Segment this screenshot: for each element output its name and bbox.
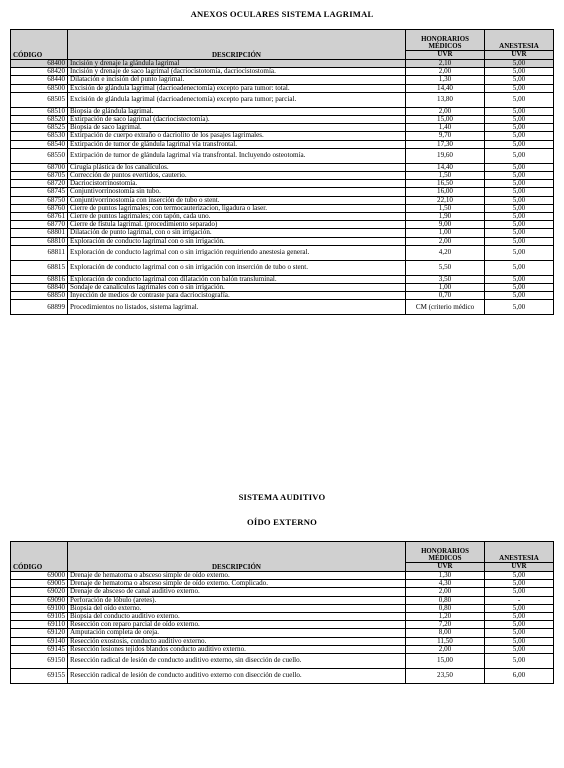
table-row: [11, 613, 554, 621]
anestesia-cell: 5,00: [485, 292, 554, 300]
honorarios-cell: 22,10: [406, 196, 485, 204]
anestesia-cell: 5,00: [485, 645, 554, 653]
honorarios-cell: 1,00: [406, 284, 485, 292]
description-cell: Resección lesiones tejidos blandos conducto auditivo externo.: [68, 645, 406, 653]
table-row: [11, 229, 554, 237]
table-row: [11, 180, 554, 188]
code-cell: 68520: [11, 116, 68, 124]
anestesia-cell: 5,00: [485, 637, 554, 645]
anestesia-cell: 5,00: [485, 116, 554, 124]
table-row: [11, 284, 554, 292]
description-cell: Cierre de fístula lagrimal. (procedimiento separado): [68, 221, 406, 229]
table-row: [11, 275, 554, 283]
anestesia-cell: 6,00: [485, 669, 554, 684]
table-row: [11, 604, 554, 612]
table-row: [11, 116, 554, 124]
code-cell: 69000: [11, 572, 68, 580]
table-row: [11, 188, 554, 196]
anestesia-cell: 5,00: [485, 229, 554, 237]
table-oido-externo: [10, 541, 554, 684]
anestesia-cell: -: [485, 596, 554, 604]
description-cell: Conjuntivorrinostomía con inserción de tubo o stent.: [68, 196, 406, 204]
code-cell: 68540: [11, 140, 68, 148]
description-cell: Extirpación de tumor de glándula lagrimal vía transfrontal. Incluyendo osteotomía.: [68, 148, 406, 163]
description-cell: Exploración de conducto lagrimal con o sin irrigación requiriendo anestesia general.: [68, 245, 406, 260]
table-row: [11, 596, 554, 604]
honorarios-cell: 9,00: [406, 221, 485, 229]
header-uvr-anestesia: UVR: [485, 563, 554, 572]
description-cell: Biopsia de saco lagrimal.: [68, 124, 406, 132]
honorarios-cell: 9,70: [406, 132, 485, 140]
description-cell: Cierre de puntos lagrimales; con tapón, cada uno.: [68, 213, 406, 221]
anestesia-cell: 5,00: [485, 213, 554, 221]
code-cell: 69120: [11, 629, 68, 637]
table-row: [11, 237, 554, 245]
anestesia-cell: 5,00: [485, 300, 554, 315]
section-title-lagrimal: ANEXOS OCULARES SISTEMA LAGRIMAL: [190, 9, 374, 19]
description-cell: Extirpación de cuerpo extraño o dacriolito de los pasajes lagrimales.: [68, 132, 406, 140]
honorarios-cell: 4,20: [406, 245, 485, 260]
anestesia-cell: 5,00: [485, 284, 554, 292]
honorarios-cell: 7,20: [406, 621, 485, 629]
honorarios-cell: 0,70: [406, 292, 485, 300]
code-cell: 69150: [11, 654, 68, 669]
table-row: [11, 84, 554, 92]
table-row: [11, 132, 554, 140]
description-cell: Extirpación de tumor de glándula lagrimal vía transfrontal.: [68, 140, 406, 148]
table-row: [11, 68, 554, 76]
table-row: [11, 621, 554, 629]
description-cell: Resección radical de lesión de conducto auditivo externo, sin disección de cuello.: [68, 654, 406, 669]
header-honorarios: HONORARIOS MÉDICOS: [406, 542, 485, 563]
code-cell: 68850: [11, 292, 68, 300]
anestesia-cell: 5,00: [485, 140, 554, 148]
code-cell: 69155: [11, 669, 68, 684]
anestesia-cell: 5,00: [485, 60, 554, 68]
anestesia-cell: 5,00: [485, 148, 554, 163]
honorarios-cell: CM (criterio médico: [406, 300, 485, 315]
honorarios-cell: 13,80: [406, 92, 485, 107]
description-cell: Procedimientos no listados, sistema lagrimal.: [68, 300, 406, 315]
code-cell: 68705: [11, 172, 68, 180]
code-cell: 68400: [11, 60, 68, 68]
honorarios-cell: 1,50: [406, 204, 485, 212]
honorarios-cell: 14,40: [406, 163, 485, 171]
honorarios-cell: 1,00: [406, 229, 485, 237]
table-row: [11, 148, 554, 163]
description-cell: Exploración de conducto lagrimal con o sin irrigación con inserción de tubo o stent.: [68, 260, 406, 275]
description-cell: Dilatación e incisión del punto lagrimal.: [68, 76, 406, 84]
code-cell: 68815: [11, 260, 68, 275]
code-cell: 69105: [11, 613, 68, 621]
code-cell: 69020: [11, 588, 68, 596]
description-cell: Exploración de conducto lagrimal con dilatación con balón transluminal.: [68, 275, 406, 283]
honorarios-cell: 8,00: [406, 629, 485, 637]
table-row: [11, 124, 554, 132]
table-row: [11, 572, 554, 580]
anestesia-cell: 5,00: [485, 621, 554, 629]
description-cell: Conjuntivorrinostomía sin tubo.: [68, 188, 406, 196]
anestesia-cell: 5,00: [485, 180, 554, 188]
table-row: [11, 260, 554, 275]
header-codigo: CÓDIGO: [11, 30, 68, 60]
honorarios-cell: 1,30: [406, 572, 485, 580]
anestesia-cell: 5,00: [485, 68, 554, 76]
description-cell: Biopsia del conducto auditivo externo.: [68, 613, 406, 621]
table-row: [11, 588, 554, 596]
code-cell: 68801: [11, 229, 68, 237]
table-row: [11, 629, 554, 637]
description-cell: Amputación completa de oreja.: [68, 629, 406, 637]
header-uvr-honorarios: UVR: [406, 51, 485, 60]
code-cell: 68761: [11, 213, 68, 221]
table-body-lagrimal: [11, 60, 554, 315]
table-row: [11, 654, 554, 669]
header-descripcion: DESCRIPCIÓN: [68, 30, 406, 60]
honorarios-cell: 16,50: [406, 180, 485, 188]
description-cell: Sondaje de canalículos lagrimales con o sin irrigación.: [68, 284, 406, 292]
honorarios-cell: 2,00: [406, 588, 485, 596]
table-row: [11, 645, 554, 653]
code-cell: 68770: [11, 221, 68, 229]
table-row: [11, 204, 554, 212]
code-cell: 68505: [11, 92, 68, 107]
table-row: [11, 172, 554, 180]
anestesia-cell: 5,00: [485, 84, 554, 92]
description-cell: Resección exostosis, conducto auditivo externo.: [68, 637, 406, 645]
section-title-auditivo: SISTEMA AUDITIVO: [238, 492, 326, 502]
code-cell: 68500: [11, 84, 68, 92]
description-cell: Perforación de lóbulo (aretes).: [68, 596, 406, 604]
anestesia-cell: 5,00: [485, 172, 554, 180]
table-row: [11, 637, 554, 645]
description-cell: Corrección de puntos evertidos, cauterio.: [68, 172, 406, 180]
code-cell: 68525: [11, 124, 68, 132]
code-cell: 68530: [11, 132, 68, 140]
anestesia-cell: 5,00: [485, 604, 554, 612]
description-cell: Incisión y drenaje la glándula lagrimal: [68, 60, 406, 68]
description-cell: Incisión y drenaje de saco lagrimal (dacriocistotomía, dacriocistostomía.: [68, 68, 406, 76]
code-cell: 68510: [11, 107, 68, 115]
description-cell: Dacriocistorrinostomía.: [68, 180, 406, 188]
honorarios-cell: 16,00: [406, 188, 485, 196]
honorarios-cell: 0,80: [406, 604, 485, 612]
description-cell: Inyección de medios de contraste para dacriocistografía.: [68, 292, 406, 300]
table-body-oido-externo: [11, 572, 554, 684]
honorarios-cell: 1,20: [406, 613, 485, 621]
code-cell: 69100: [11, 604, 68, 612]
honorarios-cell: 2,00: [406, 645, 485, 653]
table-row: [11, 140, 554, 148]
header-descripcion: DESCRIPCIÓN: [68, 542, 406, 572]
anestesia-cell: 5,00: [485, 92, 554, 107]
table-row: [11, 60, 554, 68]
description-cell: Exploración de conducto lagrimal con o sin irrigación.: [68, 237, 406, 245]
table-row: [11, 213, 554, 221]
anestesia-cell: 5,00: [485, 221, 554, 229]
anestesia-cell: 5,00: [485, 275, 554, 283]
code-cell: 68420: [11, 68, 68, 76]
description-cell: Excisión de glándula lagrimal (dacrioadenectomía) excepto para tumor; parcial.: [68, 92, 406, 107]
description-cell: Drenaje de absceso de canal auditivo externo.: [68, 588, 406, 596]
table-row: [11, 163, 554, 171]
code-cell: 68760: [11, 204, 68, 212]
honorarios-cell: 2,00: [406, 237, 485, 245]
code-cell: 69005: [11, 580, 68, 588]
header-anestesia: ANESTESIA: [485, 542, 554, 563]
honorarios-cell: 17,30: [406, 140, 485, 148]
honorarios-cell: 15,00: [406, 654, 485, 669]
anestesia-cell: 5,00: [485, 629, 554, 637]
honorarios-cell: 11,50: [406, 637, 485, 645]
description-cell: Dilatación de punto lagrimal, con o sin irrigación.: [68, 229, 406, 237]
honorarios-cell: 2,00: [406, 68, 485, 76]
code-cell: 68811: [11, 245, 68, 260]
table-row: [11, 292, 554, 300]
anestesia-cell: 5,00: [485, 124, 554, 132]
honorarios-cell: 0,80: [406, 596, 485, 604]
honorarios-cell: 1,30: [406, 76, 485, 84]
anestesia-cell: 5,00: [485, 613, 554, 621]
table-row: [11, 580, 554, 588]
anestesia-cell: 5,00: [485, 132, 554, 140]
honorarios-cell: 15,00: [406, 116, 485, 124]
honorarios-cell: 14,40: [406, 84, 485, 92]
honorarios-cell: 5,50: [406, 260, 485, 275]
table-row: [11, 76, 554, 84]
anestesia-cell: 5,00: [485, 572, 554, 580]
description-cell: Cierre de puntos lagrimales; con termocauterizacion, ligadura o laser.: [68, 204, 406, 212]
code-cell: 68550: [11, 148, 68, 163]
anestesia-cell: 5,00: [485, 76, 554, 84]
header-honorarios: HONORARIOS MÉDICOS: [406, 30, 485, 51]
description-cell: Resección con reparo parcial de oído externo.: [68, 621, 406, 629]
header-uvr-honorarios: UVR: [406, 563, 485, 572]
honorarios-cell: 2,10: [406, 60, 485, 68]
description-cell: Cirugía plástica de los canalículos.: [68, 163, 406, 171]
description-cell: Excisión de glándula lagrimal (dacrioadenectomía) excepto para tumor: total.: [68, 84, 406, 92]
code-cell: 68720: [11, 180, 68, 188]
anestesia-cell: 5,00: [485, 188, 554, 196]
header-uvr-anestesia: UVR: [485, 51, 554, 60]
header-codigo: CÓDIGO: [11, 542, 68, 572]
honorarios-cell: 4,30: [406, 580, 485, 588]
table-row: [11, 221, 554, 229]
table-row: [11, 300, 554, 315]
honorarios-cell: 1,40: [406, 124, 485, 132]
anestesia-cell: 5,00: [485, 163, 554, 171]
honorarios-cell: 3,50: [406, 275, 485, 283]
table-row: [11, 107, 554, 115]
anestesia-cell: 5,00: [485, 588, 554, 596]
description-cell: Drenaje de hematoma o absceso simple de oído externo.: [68, 572, 406, 580]
anestesia-cell: 5,00: [485, 245, 554, 260]
table-row: [11, 92, 554, 107]
anestesia-cell: 5,00: [485, 260, 554, 275]
description-cell: Extirpación de saco lagrimal (dacriocistectomía).: [68, 116, 406, 124]
description-cell: Drenaje de hematoma o absceso simple de oído externo. Complicado.: [68, 580, 406, 588]
code-cell: 68745: [11, 188, 68, 196]
code-cell: 68899: [11, 300, 68, 315]
code-cell: 68440: [11, 76, 68, 84]
table-row: [11, 669, 554, 684]
description-cell: Biopsia de glándula lagrimal.: [68, 107, 406, 115]
code-cell: 68816: [11, 275, 68, 283]
table-row: [11, 196, 554, 204]
honorarios-cell: 1,50: [406, 172, 485, 180]
anestesia-cell: 5,00: [485, 580, 554, 588]
code-cell: 68700: [11, 163, 68, 171]
description-cell: Biopsia del oído externo.: [68, 604, 406, 612]
table-lagrimal: [10, 29, 554, 315]
header-anestesia: ANESTESIA: [485, 30, 554, 51]
description-cell: Resección radical de lesión de conducto auditivo externo con disección de cuello.: [68, 669, 406, 684]
code-cell: 68750: [11, 196, 68, 204]
code-cell: 69140: [11, 637, 68, 645]
code-cell: 68810: [11, 237, 68, 245]
code-cell: 69145: [11, 645, 68, 653]
honorarios-cell: 23,50: [406, 669, 485, 684]
code-cell: 68840: [11, 284, 68, 292]
anestesia-cell: 5,00: [485, 204, 554, 212]
anestesia-cell: 5,00: [485, 196, 554, 204]
section-subtitle-oido-externo: OÍDO EXTERNO: [247, 517, 317, 527]
table-row: [11, 245, 554, 260]
code-cell: 69110: [11, 621, 68, 629]
honorarios-cell: 19,60: [406, 148, 485, 163]
anestesia-cell: 5,00: [485, 654, 554, 669]
anestesia-cell: 5,00: [485, 237, 554, 245]
honorarios-cell: 1,90: [406, 213, 485, 221]
honorarios-cell: 2,00: [406, 107, 485, 115]
code-cell: 69090: [11, 596, 68, 604]
anestesia-cell: 5,00: [485, 107, 554, 115]
